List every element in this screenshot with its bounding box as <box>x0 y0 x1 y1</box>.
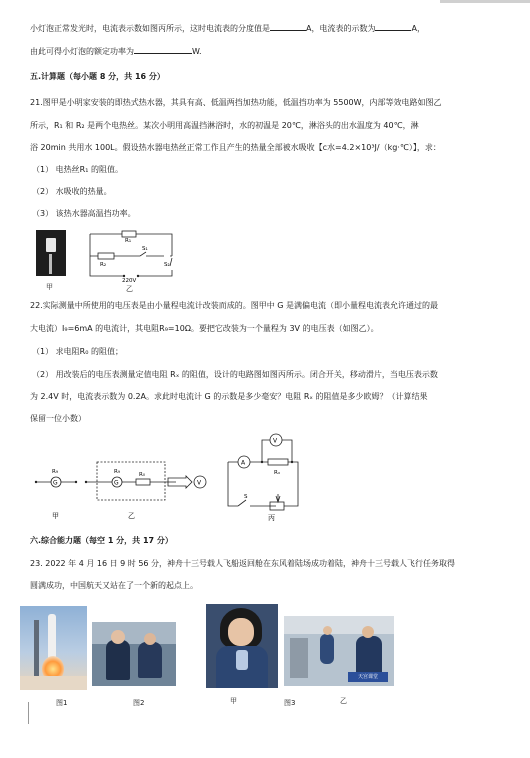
q22-text: 22.实际测量中所使用的电压表是由小量程电流计改装而成的。图甲中 G 是满偏电流（即小量程电流表允许通过的最 <box>30 301 439 310</box>
margin-mark <box>28 702 29 724</box>
voltmeter-conversion-diagrams <box>30 430 320 524</box>
q21-text: 所示，R₁ 和 R₂ 是两个电热丝。某次小明用高温挡淋浴时，水的初温是 20℃，淋浴头的出水温度为 40℃，淋 <box>30 121 419 130</box>
space-station-interior-photo <box>284 616 394 686</box>
q21-text: 浴 20min 共用水 100L。假设热水器电热丝正常工作且产生的热量全部被水吸收【c水=4.2×10³J/（kg·℃）】，求： <box>30 143 441 152</box>
figure-caption: 图3 <box>284 699 296 707</box>
q23-text: 23. 2022 年 4 月 16 日 9 时 56 分，神舟十三号载人飞船返回舱在东风着陆场成功着陆，神舟十三号载人飞行任务取得 <box>30 559 456 568</box>
figure-caption: 甲 <box>46 283 53 291</box>
switch-s: S <box>244 494 248 500</box>
answer-blank[interactable] <box>134 45 192 54</box>
rx-label: Rₓ <box>274 470 281 476</box>
figure-caption: 图2 <box>133 699 145 707</box>
ammeter-a: A <box>241 459 246 467</box>
q21-subq-1: （1） 电热丝R₁ 的阻值。 <box>32 165 123 174</box>
q22-text: 大电流）I₉=6mA 的电流计，其电阻R₉=10Ω。要把它改装为一个量程为 3V 的电压表（如图乙）。 <box>30 324 379 333</box>
galvanometer-g: G <box>114 479 119 487</box>
section-title: 五.计算题（每小题 8 分，共 16 分） <box>30 72 165 81</box>
s1-label: S₁ <box>142 246 148 252</box>
answer-blank[interactable] <box>270 22 306 31</box>
section-title: 六.综合能力题（每空 1 分，共 17 分） <box>30 536 173 545</box>
prev-question-line-2: 由此可得小灯泡的额定功率为 W. <box>30 47 202 56</box>
rocket-launch-photo <box>20 606 87 690</box>
figure-caption: 甲 <box>230 697 237 705</box>
r0-label: R₀ <box>139 472 146 478</box>
answer-blank[interactable] <box>375 22 411 31</box>
galvanometer-g: G <box>53 479 58 487</box>
q22-subq-1: （1） 求电阻R₀ 的阻值； <box>32 347 123 356</box>
r1-label: R₁ <box>125 238 132 244</box>
figure-caption: 图1 <box>56 699 68 707</box>
voltage-label: 220V <box>122 278 137 284</box>
q21-subq-2: （2） 水吸收的热量。 <box>32 187 112 196</box>
q21-subq-3: （3） 该热水器高温挡功率。 <box>32 209 136 218</box>
water-heater-photo <box>36 230 66 276</box>
space-class-experiment-photo <box>206 604 278 688</box>
q23-text: 圆满成功，中国航天又站在了一个新的起点上。 <box>30 581 198 590</box>
voltmeter-v: V <box>197 479 202 487</box>
q22-subq-2: （2） 用改装后的电压表测量定值电阻 Rₓ 的阻值，设计的电路图如图丙所示。闭合开关，移动滑片，当电压表示数 <box>32 370 438 379</box>
s2-label: S₂ <box>164 262 170 268</box>
figure-caption: 乙 <box>128 512 135 520</box>
figure-caption: 乙 <box>126 285 133 293</box>
figure-caption: 丙 <box>268 514 275 522</box>
rg-label: R₉ <box>52 469 59 475</box>
page-corner-shade <box>440 0 530 3</box>
rg-label: R₉ <box>114 469 121 475</box>
r2-label: R₂ <box>100 262 107 268</box>
prev-question-line-1: 小灯泡正常发光时，电流表示数如图丙所示，这时电流表的分度值是 A，电流表的示数为 A， <box>30 24 425 33</box>
astronaut-cabin-photo <box>92 622 176 686</box>
voltmeter-v: V <box>273 437 278 445</box>
q22-text: 保留一位小数） <box>30 414 86 423</box>
heater-circuit-diagram <box>84 226 180 284</box>
figure-caption: 甲 <box>52 512 59 520</box>
tv-caption-badge: 天宫课堂 <box>348 672 388 682</box>
q22-text: 为 2.4V 时，电流表示数为 0.2A。求此时电流计 G 的示数是多少毫安？电阻 Rₓ 的阻值是多少欧姆？（计算结果 <box>30 392 428 401</box>
q21-text: 21.图甲是小明家安装的即热式热水器，其具有高、低温两挡加热功能，低温挡功率为 5500W，内部等效电路如图乙 <box>30 98 442 107</box>
figure-caption: 乙 <box>340 697 347 705</box>
